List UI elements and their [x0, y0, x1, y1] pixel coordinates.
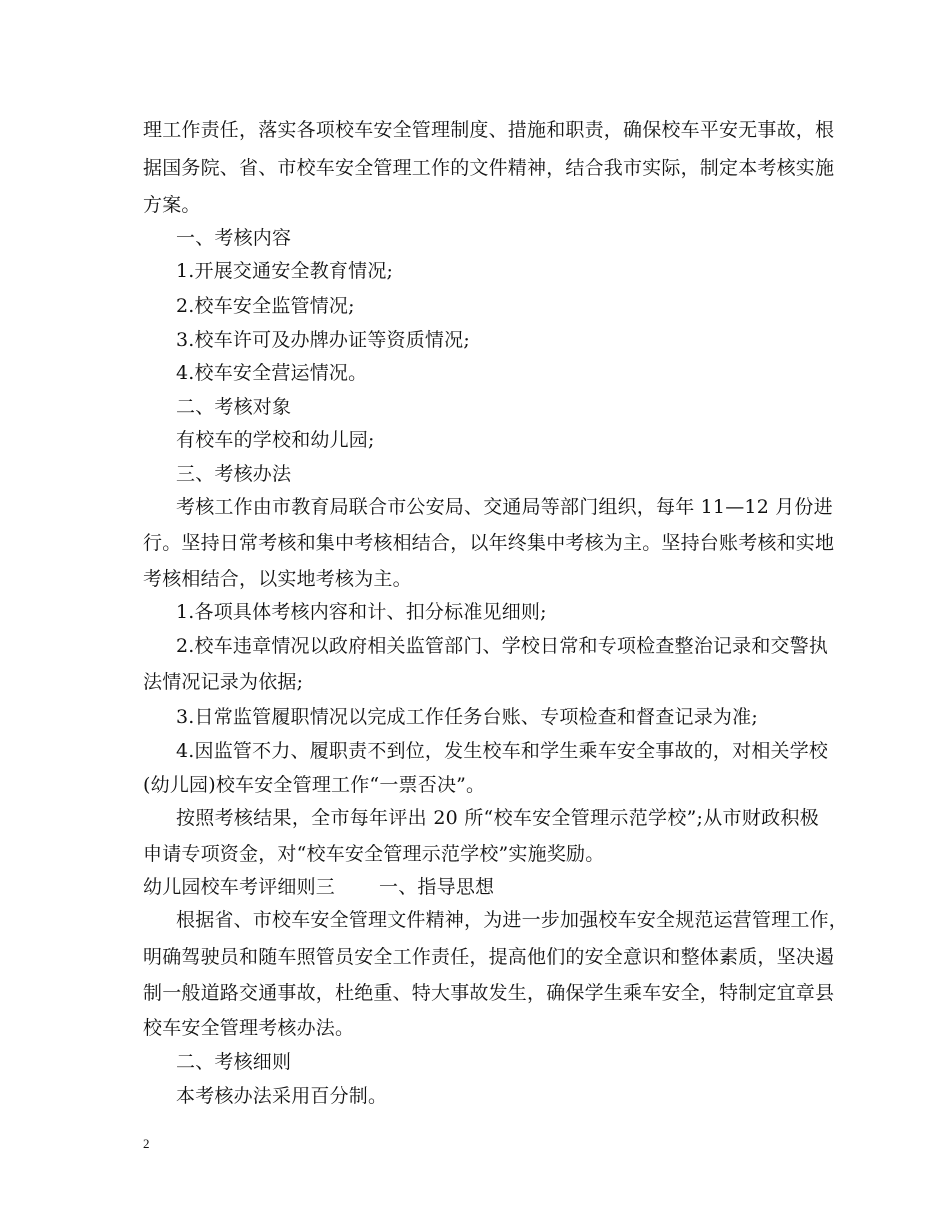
paragraph-line: 制一般道路交通事故，杜绝重、特大事故发生，确保学生乘车安全，特制定宜章县 — [143, 982, 835, 1004]
section-title: 幼儿园校车考评细则三 — [143, 876, 336, 898]
list-item: 1.开展交通安全教育情况; — [176, 260, 394, 282]
list-item: 3.日常监管履职情况以完成工作任务台账、专项检查和督查记录为准; — [176, 706, 758, 728]
list-item-continuation: 法情况记录为依据; — [143, 671, 304, 693]
paragraph-line: 本考核办法采用百分制。 — [176, 1085, 388, 1107]
paragraph-line: 申请专项资金，对“校车安全管理示范学校”实施奖励。 — [143, 843, 605, 865]
paragraph-line: 方案。 — [143, 194, 201, 216]
page-number: 2 — [143, 1136, 150, 1151]
paragraph-line: 据国务院、省、市校车安全管理工作的文件精神，结合我市实际，制定本考核实施 — [143, 157, 835, 179]
paragraph-line: 按照考核结果，全市每年评出 20 所“校车安全管理示范学校”;从市财政积极 — [176, 807, 819, 829]
list-item: 3.校车许可及办牌办证等资质情况; — [176, 329, 470, 351]
list-item: 2.校车违章情况以政府相关监管部门、学校日常和专项检查整治记录和交警执 — [176, 635, 829, 657]
paragraph-line: 考核相结合，以实地考核为主。 — [143, 568, 412, 590]
list-item: 4.校车安全营运情况。 — [176, 362, 368, 384]
paragraph-line: 理工作责任，落实各项校车安全管理制度、措施和职责，确保校车平安无事故，根 — [143, 119, 835, 141]
list-item-continuation: (幼儿园)校车安全管理工作“一票否决”。 — [143, 774, 486, 796]
paragraph-line: 行。坚持日常考核和集中考核相结合，以年终集中考核为主。坚持台账考核和实地 — [143, 532, 835, 554]
section-heading: 一、考核内容 — [176, 227, 292, 249]
list-item: 1.各项具体考核内容和计、扣分标准见细则; — [176, 601, 547, 623]
section-heading: 三、考核办法 — [176, 463, 292, 485]
paragraph-line: 考核工作由市教育局联合市公安局、交通局等部门组织，每年 11—12 月份进 — [176, 496, 833, 518]
section-heading: 二、考核对象 — [176, 396, 292, 418]
list-item: 4.因监管不力、履职责不到位，发生校车和学生乘车安全事故的，对相关学校 — [176, 740, 829, 762]
section-title-line — [143, 875, 494, 899]
paragraph-line: 根据省、市校车安全管理文件精神，为进一步加强校车安全规范运营管理工作， — [176, 909, 849, 931]
paragraph-line: 校车安全管理考核办法。 — [143, 1017, 355, 1039]
paragraph-line: 明确驾驶员和随车照管员安全工作责任，提高他们的安全意识和整体素质，坚决遏 — [143, 946, 835, 968]
list-item: 2.校车安全监管情况; — [176, 295, 355, 317]
section-subtitle: 一、指导思想 — [379, 876, 495, 898]
section-heading: 二、考核细则 — [176, 1051, 292, 1073]
paragraph-line: 有校车的学校和幼儿园; — [176, 429, 375, 451]
